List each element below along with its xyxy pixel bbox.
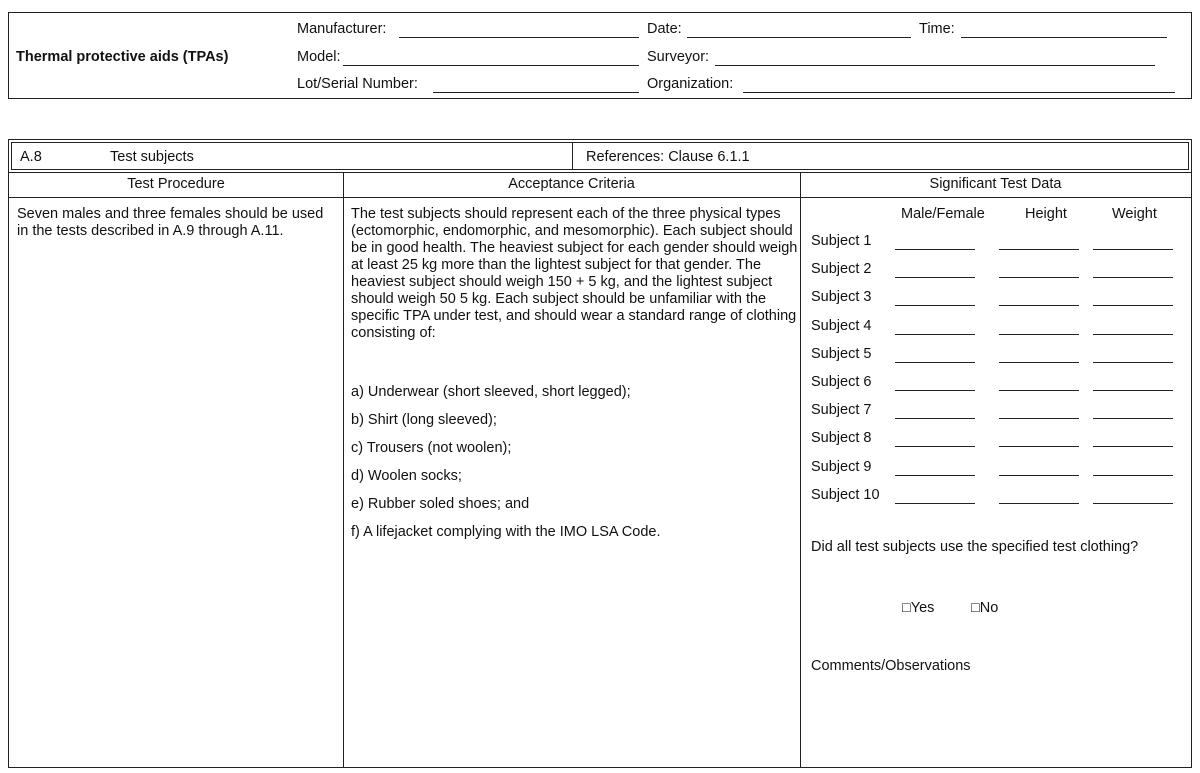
col-header-procedure: Test Procedure [127,176,225,192]
reference-divider [572,143,573,169]
subject-label: Subject 10 [811,486,880,503]
section-reference-row [11,142,1189,170]
gender-field[interactable] [895,277,975,278]
height-field[interactable] [999,305,1079,306]
model-label: Model: [297,49,341,65]
weight-field[interactable] [1093,249,1173,250]
subject-label: Subject 8 [811,430,872,447]
weight-field[interactable] [1093,305,1173,306]
yes-option[interactable] [902,600,934,616]
organization-field[interactable] [743,92,1175,93]
manufacturer-label: Manufacturer: [297,21,387,37]
comments-label: Comments/Observations [811,658,971,674]
subject-label: Subject 1 [811,233,872,249]
time-field[interactable] [961,37,1167,38]
no-label: No [979,600,999,616]
criteria-item: f) A lifejacket complying with the IMO LSA Code. [351,524,661,540]
weight-field[interactable] [1093,475,1173,476]
height-field[interactable] [999,390,1079,391]
weight-field[interactable] [1093,334,1173,335]
surveyor-field[interactable] [715,65,1155,66]
checkbox-icon[interactable]: □ [971,600,980,616]
weight-field[interactable] [1093,362,1173,363]
criteria-item: c) Trousers (not woolen); [351,440,512,456]
gender-field[interactable] [895,305,975,306]
height-field[interactable] [999,446,1079,447]
organization-label: Organization: [647,76,734,92]
checkbox-icon[interactable]: □ [902,600,911,616]
criteria-item: a) Underwear (short sleeved, short legged); [351,384,631,400]
time-label: Time: [919,21,955,37]
weight-field[interactable] [1093,390,1173,391]
height-field[interactable] [999,503,1079,504]
yes-label: Yes [910,600,935,616]
model-field[interactable] [343,65,639,66]
column-divider-1 [343,172,344,767]
gender-field[interactable] [895,334,975,335]
weight-field[interactable] [1093,503,1173,504]
subject-label: Subject 4 [811,317,872,334]
section-title: Test subjects [110,149,194,165]
header-weight: Weight [1112,206,1157,222]
date-label: Date: [647,21,682,37]
gender-field[interactable] [895,446,975,447]
criteria-item: e) Rubber soled shoes; and [351,496,530,512]
surveyor-label: Surveyor: [647,49,710,65]
subject-label: Subject 3 [811,289,872,306]
references-label: References: Clause 6.1.1 [586,149,750,165]
subject-label: Subject 7 [811,402,872,419]
no-option[interactable] [971,600,998,616]
height-field[interactable] [999,249,1079,250]
col-header-data: Significant Test Data [929,176,1062,192]
criteria-item: b) Shirt (long sleeved); [351,412,497,428]
header-top-rule [9,172,1191,173]
header-male-female: Male/Female [901,206,985,222]
gender-field[interactable] [895,418,975,419]
weight-field[interactable] [1093,277,1173,278]
weight-field[interactable] [1093,418,1173,419]
subject-label: Subject 6 [811,374,872,390]
column-divider-2 [800,172,801,767]
subject-label: Subject 2 [811,261,872,278]
height-field[interactable] [999,362,1079,363]
clothing-question: Did all test subjects use the specified test clothing? [811,539,1139,555]
procedure-text: Seven males and three females should be used in the tests described in A.9 through A.11. [17,206,324,239]
form-header [8,12,1192,99]
header-bottom-rule [9,197,1191,198]
weight-field[interactable] [1093,446,1173,447]
lot-serial-field[interactable] [433,92,639,93]
lot-serial-label: Lot/Serial Number: [297,76,418,92]
manufacturer-field[interactable] [399,37,639,38]
gender-field[interactable] [895,249,975,250]
height-field[interactable] [999,277,1079,278]
gender-field[interactable] [895,503,975,504]
subject-label: Subject 9 [811,458,872,475]
test-table [8,139,1192,768]
criteria-paragraph: The test subjects should represent each of the three physical types (ectomorphic, endomorphic, and mesomorphic). Each subject should be in good health. The heaviest subject for each gender should weigh at least 25 kg more than the lightest subject for that gender. The heaviest subject should weigh 150 + 5 kg, and the lightest subject should weigh 50 5 kg. Each subject should be unfamiliar with the specific TPA under test, and should wear a standard range of clothing consisting of: [351,206,798,341]
section-number: A.8 [20,149,42,165]
subject-label: Subject 5 [811,345,872,362]
gender-field[interactable] [895,390,975,391]
gender-field[interactable] [895,475,975,476]
criteria-item: d) Woolen socks; [351,468,462,484]
date-field[interactable] [687,37,911,38]
height-field[interactable] [999,418,1079,419]
header-height: Height [1025,206,1067,222]
height-field[interactable] [999,334,1079,335]
gender-field[interactable] [895,362,975,363]
form-title: Thermal protective aids (TPAs) [16,49,229,65]
col-header-criteria: Acceptance Criteria [508,176,635,192]
height-field[interactable] [999,475,1079,476]
